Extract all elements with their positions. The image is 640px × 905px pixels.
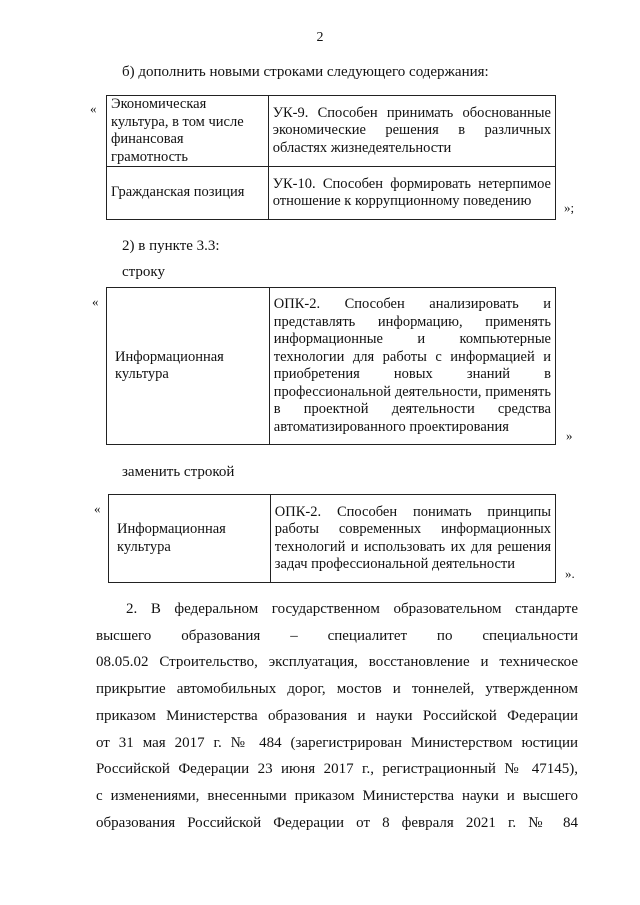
- paragraph-line: приказом Министерства образования и науки Российской Федерации: [96, 707, 578, 724]
- point-text: 2) в пункте 3.3:: [122, 238, 220, 254]
- page-number: 2: [316, 30, 324, 45]
- paragraph-line: образования Российской Федерации от 8 февраля 2021 г. № 84: [96, 814, 578, 831]
- table-row: [109, 495, 556, 583]
- table1-close-quote: »;: [564, 200, 575, 215]
- category-cell: Информационная культура: [107, 288, 270, 445]
- competence-cell: ОПК-2. Способен понимать принципы работы современных информационных технологий и использовать их для решения задач профессиональной деятельности: [270, 495, 555, 583]
- body-paragraph: [96, 596, 578, 836]
- table2: [106, 287, 556, 445]
- table3: [108, 494, 556, 583]
- table1-open-quote: «: [90, 101, 97, 116]
- competence-cell: ОПК-2. Способен анализировать и представлять информацию, применять информационные и компьютерные технологии для работы с информацией и приобретения новых знаний в профессиональной деятельности, применять в проектной деятельности средства автоматизированного проектирования: [269, 288, 555, 445]
- table2-open-quote: «: [92, 294, 99, 309]
- paragraph-line: прикрытие автомобильных дорог, мостов и тоннелей, утвержденном: [96, 681, 578, 698]
- paragraph-line: от 31 мая 2017 г. № 484 (зарегистрирован Министерством юстиции: [96, 734, 578, 751]
- table-row: [107, 167, 556, 220]
- table-row: [107, 96, 556, 167]
- paragraph-line: 2. В федеральном государственном образовательном стандарте: [126, 601, 578, 617]
- replace-text: заменить строкой: [122, 464, 235, 480]
- competence-cell: УК-10. Способен формировать нетерпимое отношение к коррупционному поведению: [268, 167, 555, 220]
- table1: [106, 95, 556, 220]
- paragraph-line: Российской Федерации 23 июня 2017 г., регистрационный № 47145),: [96, 761, 578, 778]
- table-row: [107, 288, 556, 445]
- category-cell: Информационная культура: [109, 495, 271, 583]
- paragraph-line: с изменениями, внесенными приказом Министерства науки и высшего: [96, 787, 578, 804]
- table2-close-quote: »: [566, 428, 573, 443]
- table3-open-quote: «: [94, 501, 101, 516]
- category-cell: Гражданская позиция: [107, 167, 269, 220]
- paragraph-line: высшего образования – специалитет по специальности: [96, 627, 578, 644]
- competence-cell: УК-9. Способен принимать обоснованные экономические решения в различных областях жизнедеятельности: [268, 96, 555, 167]
- intro-text: б) дополнить новыми строками следующего содержания:: [122, 64, 489, 80]
- paragraph-line: 08.05.02 Строительство, эксплуатация, восстановление и техническое: [96, 654, 578, 671]
- row-word: строку: [122, 264, 165, 280]
- category-cell: Экономическая культура, в том числе финансовая грамотность: [107, 96, 269, 167]
- table3-close-quote: ».: [565, 566, 575, 581]
